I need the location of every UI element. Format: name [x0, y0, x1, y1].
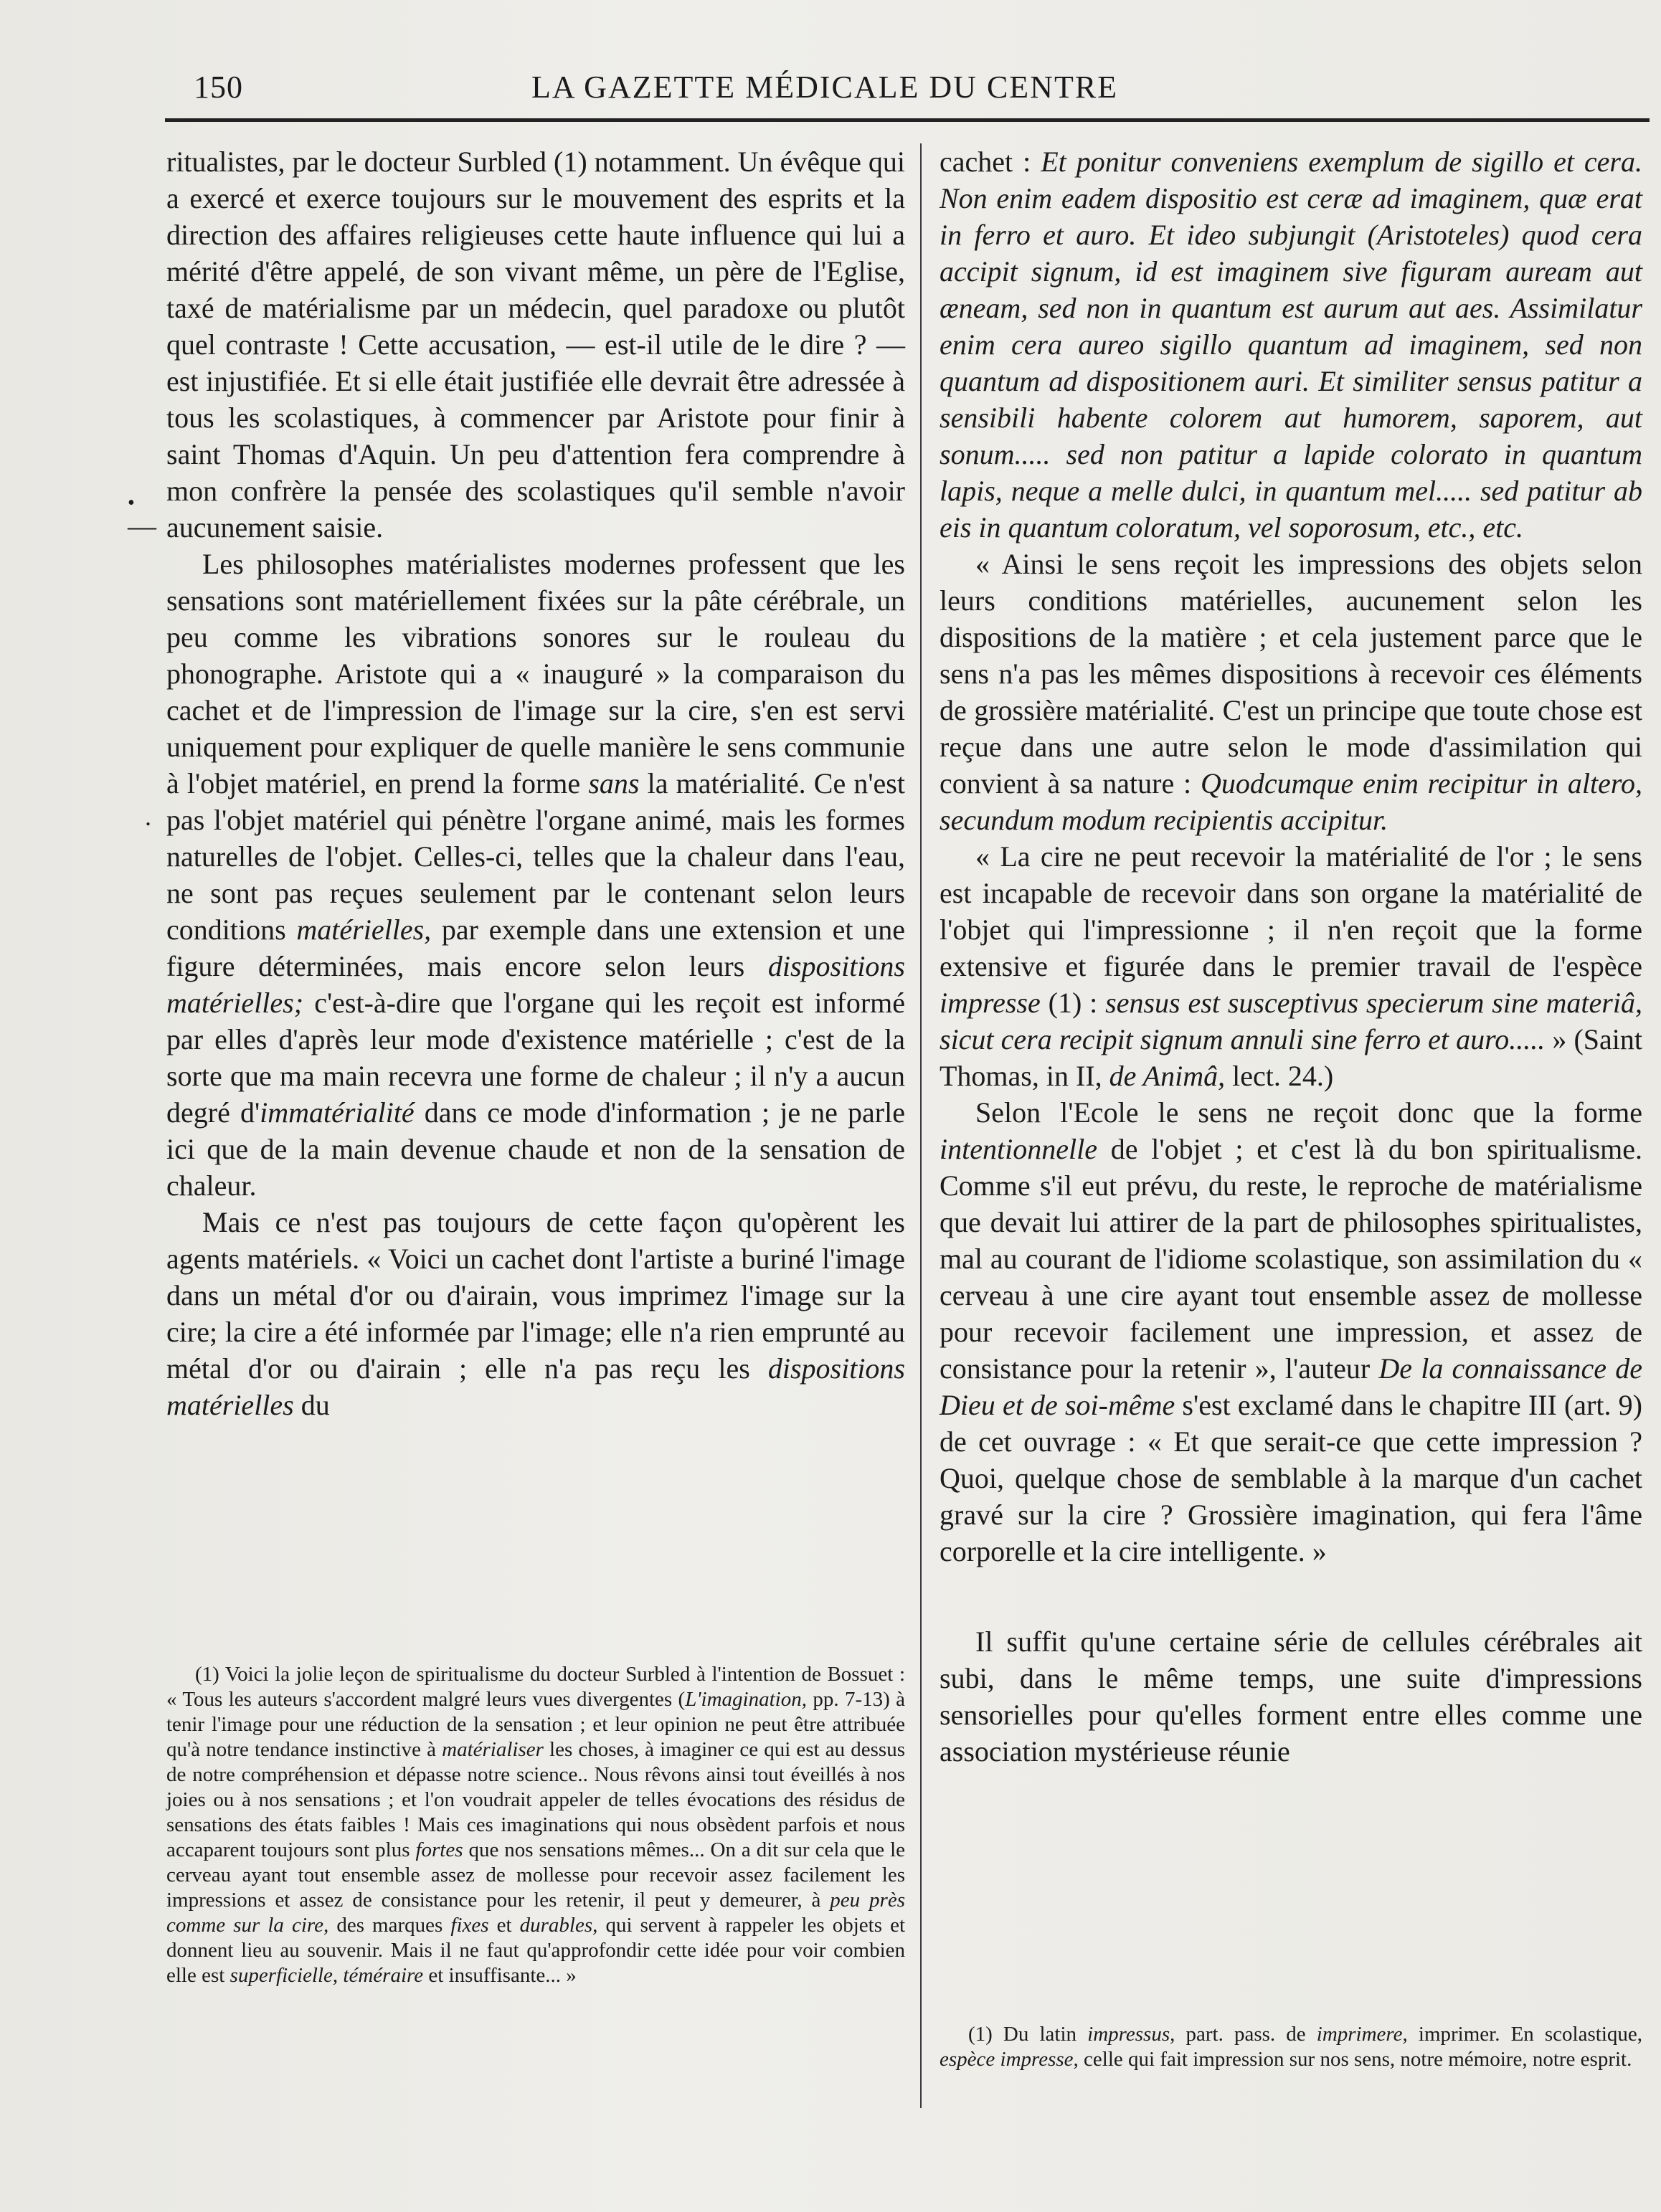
text-run: dans ce mode d'information ; je ne parle ici que de la main devenue chaude et non de la sensation de chaleur.	[166, 1096, 905, 1202]
italic-run: Quodcumque enim recipitur in altero, secundum modum recipientis accipitur.	[940, 767, 1642, 836]
right-column	[940, 143, 1642, 1770]
text-run: lect. 24.)	[1225, 1060, 1334, 1092]
text-run: » (Saint Thomas, in II,	[940, 1023, 1643, 1092]
page-header	[165, 69, 1606, 119]
italic-run: Et ponitur conveniens exemplum de sigillo et cera. Non enim eadem dispositio est ceræ ad imaginem, quæ erat in ferro et auro. Et ideo subjungit (Aristoteles) quod cera accipit signum, id est imaginem sive figuram auream aut æneam, sed non in quantum est aurum aut aes. Assimilatur enim cera aureo sigillo quantum ad imaginem, sed non quantum ad dispositionem auri. Et similiter sensus patitur a sensibili habente colorem aut humorem, saporem, aut sonum..... sed non patitur a lapide colorato in quantum lapis, neque a melle dulci, in quantum mel..... sed patitur ab eis in quantum coloratum, vel soporosum, etc., etc.	[940, 146, 1642, 543]
italic-run: De la connaissance de Dieu et de soi-même	[940, 1352, 1643, 1421]
italic-run: peu près comme sur la cire,	[166, 1889, 905, 1937]
italic-run: impressus,	[1087, 2023, 1175, 2046]
italic-run: dispositions matérielles;	[166, 950, 905, 1019]
text-run: des marques	[328, 1914, 451, 1937]
italic-run: impresse	[940, 987, 1041, 1019]
text-run: part. pass. de	[1175, 2023, 1317, 2046]
text-run: c'est-à-dire que l'organe qui les reçoit est informé par elles d'après leur mode d'existence matérielle ; c'est de la sorte que ma main recevra une forme de chaleur ; il n'y a aucun degré d'	[166, 987, 905, 1129]
text-run: Mais ce n'est pas toujours de cette façon qu'opèrent les agents matériels. « Voici un cachet dont l'artiste a buriné l'image dans un métal d'or ou d'airain, vous imprimez l'image sur la cire; la cire a été informée par l'image; elle n'a rien emprunté au métal d'or ou d'airain ; elle n'a pas reçu les	[166, 1206, 905, 1385]
left-column	[166, 143, 905, 1423]
text-run: et	[488, 1914, 520, 1937]
italic-run: superficielle, téméraire	[229, 1964, 424, 1987]
column-divider	[920, 143, 922, 2108]
text-run: pp. 7-13) à tenir l'image pour une réduction de la sensation ; et leur opinion ne peut être attribuée qu'à notre tendance instinctive à	[166, 1688, 906, 1761]
text-run: (1) Du latin	[968, 2023, 1088, 2046]
italic-run: immatérialité	[260, 1096, 415, 1129]
footnote-2	[940, 2022, 1642, 2072]
italic-run: dispositions matérielles	[166, 1352, 905, 1421]
left-paragraph-3	[166, 1204, 905, 1423]
left-paragraph-2	[166, 546, 905, 1204]
italic-run: fixes	[450, 1914, 489, 1937]
italic-run: espèce impresse,	[940, 2048, 1079, 2071]
italic-run: fortes	[415, 1838, 463, 1861]
text-run: par exemple dans une extension et une figure déterminées, mais encore selon leurs	[166, 913, 905, 982]
text-run: de l'objet ; et c'est là du bon spiritualisme. Comme s'il eut prévu, du reste, le reproche de matérialisme que devait lui attirer de la part de philosophes spiritualistes, mal au courant de l'idiome scolastique, son assimilation du « cerveau à une cire ayant tout ensemble assez de mollesse pour recevoir facilement une impression, et assez de consistance pour la retenir », l'auteur	[940, 1133, 1642, 1385]
right-paragraph-5: Il suffit qu'une certaine série de cellules cérébrales ait subi, dans le même temps, une suite d'impressions sensorielles pour qu'elles forment entre elles comme une association mystérieuse réunie	[940, 1625, 1642, 1767]
right-paragraph-3	[940, 838, 1642, 1094]
italic-run: matérialiser	[442, 1738, 544, 1761]
text-run: cachet :	[940, 146, 1041, 178]
text-run: « Ainsi le sens reçoit les impressions des objets selon leurs conditions matérielles, aucunement selon les dispositions de la matière ; et cela justement parce que le sens n'a pas les mêmes dispositions à recevoir ces éléments de grossière matérialité. C'est un principe que toute chose est reçue dans une autre selon le mode d'assimilation qui convient à sa nature :	[940, 548, 1642, 799]
italic-run: sans	[588, 767, 640, 799]
text-run: « La cire ne peut recevoir la matérialité de l'or ; le sens est incapable de recevoir dans son organe la matérialité de l'objet qui l'impressionne ; il n'en reçoit que la forme extensive et figurée dans le premier travail de l'espèce	[940, 840, 1642, 982]
text-run: (1) :	[1040, 987, 1106, 1019]
italic-run: de Animâ,	[1109, 1060, 1226, 1092]
italic-run: matérielles,	[296, 913, 432, 946]
italic-run: intentionnelle	[940, 1133, 1097, 1165]
italic-run: L'imagination,	[685, 1688, 807, 1711]
margin-dash-mark: —	[128, 510, 156, 542]
header-rule	[165, 118, 1650, 122]
right-paragraph-1	[940, 143, 1642, 546]
italic-run: durables,	[519, 1914, 598, 1937]
text-run: celle qui fait impression sur nos sens, notre mémoire, notre esprit.	[1078, 2048, 1632, 2071]
text-run: (1) Voici la jolie leçon de spiritualisme du docteur Surbled à l'intention de Bossuet : « Tous les auteurs s'accordent malgré leurs vues divergentes (	[166, 1663, 905, 1711]
left-paragraph-1: ritualistes, par le docteur Surbled (1) notamment. Un évêque qui a exercé et exerce toujours sur le mouvement des esprits et la direction des affaires religieuses cette haute influence qui lui a mérité d'être appelé, de son vivant même, un père de l'Eglise, taxé de matérialisme par un médecin, quel paradoxe ou plutôt quel contraste ! Cette accusation, — est-il utile de le dire ? — est injustifiée. Et si elle était justifiée elle devrait être adressée à tous les scolastiques, à commencer par Aristote pour finir à saint Thomas d'Aquin. Un peu d'attention fera comprendre à mon confrère la pensée des scolastiques qu'il semble n'avoir aucunement saisie.	[166, 146, 905, 543]
right-paragraph-2	[940, 546, 1642, 838]
text-run: Selon l'Ecole le sens ne reçoit donc que la forme	[975, 1096, 1642, 1129]
page-number: 150	[194, 70, 243, 105]
margin-bullet-mark: •	[128, 492, 135, 514]
italic-run: imprimere,	[1316, 2023, 1408, 2046]
footnote-1	[166, 1662, 905, 1988]
right-paragraph-4	[940, 1094, 1642, 1570]
margin-dot-mark: .	[145, 802, 151, 831]
italic-run: sensus est susceptivus specierum sine materiâ, sicut cera recipit signum annuli sine ferro et auro.....	[940, 987, 1642, 1055]
right-footnote	[940, 2022, 1642, 2072]
text-run: imprimer. En scolastique,	[1407, 2023, 1643, 2046]
text-run: s'est exclamé dans le chapitre III (art. 9) de cet ouvrage : « Et que serait-ce que cette impression ? Quoi, quelque chose de semblable à la marque d'un cachet gravé sur la cire ? Grossière imagination, qui fera l'âme corporelle et la cire intelligente. »	[940, 1389, 1643, 1567]
text-run: du	[293, 1389, 330, 1421]
left-footnote	[166, 1662, 905, 1988]
running-title: LA GAZETTE MÉDICALE DU CENTRE	[531, 70, 1119, 105]
text-run: que nos sensations mêmes... On a dit sur cela que le cerveau ayant tout ensemble assez de mollesse pour recevoir assez facilement les impressions et assez de consistance pour les retenir, il peut y demeurer, à	[166, 1838, 906, 1912]
text-run: les choses, à imaginer ce qui est au dessus de notre compréhension et dépasse notre science.. Nous rêvons ainsi tout éveillés à nos joies ou à nos sensations ; et l'on voudrait appeler de telles évocations des résidus de sensations des états faibles ! Mais ces imaginations qui nous obsèdent parfois et nous accaparent toujours sont plus	[166, 1738, 905, 1861]
text-run: la matérialité. Ce n'est pas l'objet matériel qui pénètre l'organe animé, mais les formes naturelles de l'objet. Celles-ci, telles que la chaleur dans l'eau, ne sont pas reçues seulement par le contenant selon leurs conditions	[166, 767, 905, 946]
text-run: Les philosophes matérialistes modernes professent que les sensations sont matériellement fixées sur la pâte cérébrale, un peu comme les vibrations sonores sur le rouleau du phonographe. Aristote qui a « inauguré » la comparaison du cachet et de l'impression de l'image sur la cire, s'en est servi uniquement pour expliquer de quelle manière le sens communie à l'objet matériel, en prend la forme	[166, 548, 905, 799]
text-run: et insuffisante... »	[423, 1964, 577, 1987]
text-run: qui servent à rappeler les objets et donnent lieu au souvenir. Mais il ne faut qu'approfondir cette idée pour voir combien elle est	[166, 1914, 905, 1987]
